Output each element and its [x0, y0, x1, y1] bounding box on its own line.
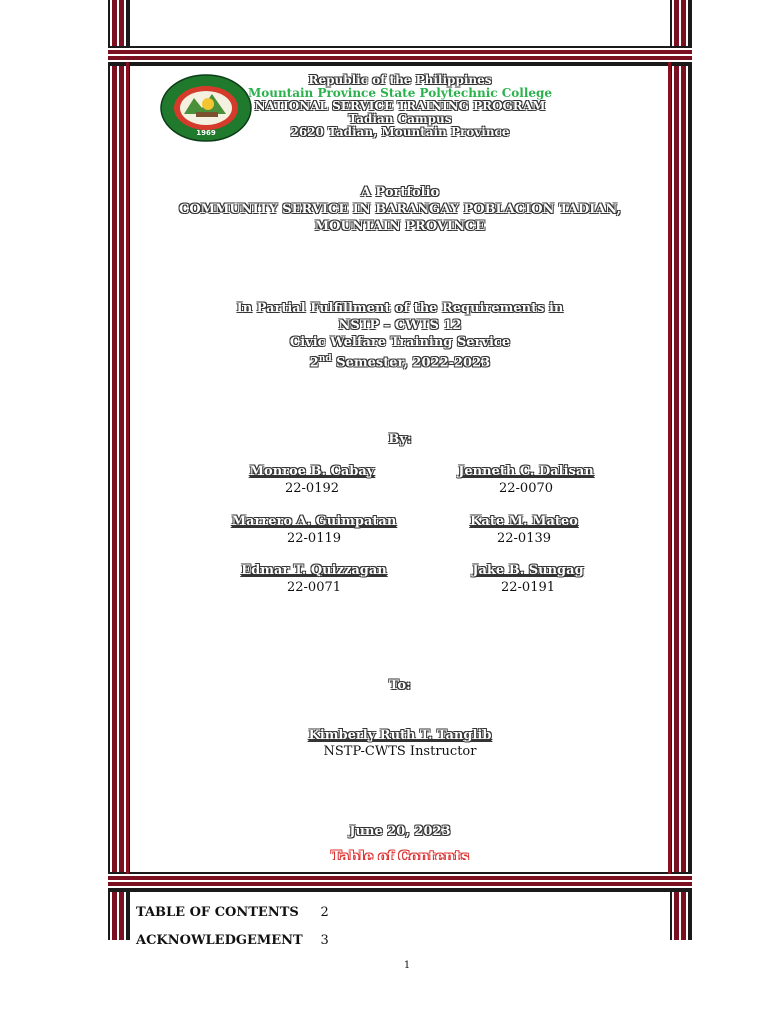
member-2: [416, 464, 636, 496]
member-name: Monroe B. Cabay: [249, 464, 375, 479]
college-name: Mountain Province State Polytechnic College: [247, 86, 553, 100]
toc-heading-text: Table of Contents: [331, 849, 469, 860]
toc-entry-page: 3: [320, 933, 329, 948]
fulfillment-line2: NSTP – CWTS 12: [338, 318, 462, 333]
instructor-name: Kimberly Ruth T. Tanglib: [308, 728, 492, 743]
header-block: [200, 74, 600, 139]
portfolio-title-line1: COMMUNITY SERVICE IN BARANGAY POBLACION TADIAN,: [178, 202, 622, 217]
toc-heading: [130, 846, 670, 860]
member-name: Kate M. Mateo: [470, 514, 578, 529]
member-4: [414, 514, 634, 546]
toc-entry-2[interactable]: [136, 933, 329, 948]
member-id: 22-0070: [498, 481, 554, 496]
toc-entry-label: TABLE OF CONTENTS: [136, 905, 299, 920]
portfolio-kind: A Portfolio: [360, 185, 440, 200]
border-top-stripe: [108, 46, 692, 66]
member-name: Marrero A. Guimpatan: [231, 514, 397, 529]
member-3: [204, 514, 424, 546]
to-label: To:: [389, 678, 411, 693]
member-name: Jake B. Sungag: [472, 563, 584, 578]
member-5: [204, 563, 424, 595]
border-bottom-stripe: [108, 872, 692, 892]
campus-address: 2620 Tadian, Mountain Province: [290, 125, 510, 139]
member-1: [202, 464, 422, 496]
toc-entry-page: 2: [320, 905, 329, 920]
border-right-stripe: [670, 0, 692, 940]
fulfillment-line1: In Partial Fulfillment of the Requirements in: [236, 301, 564, 316]
portfolio-title-block: [130, 184, 670, 235]
submission-date: June 20, 2023: [349, 824, 451, 839]
by-label: By:: [388, 432, 412, 447]
logo-year: 1969: [196, 129, 216, 137]
member-6: [418, 563, 638, 595]
member-name: Jenneth C. Dalisan: [458, 464, 594, 479]
member-id: 22-0071: [286, 580, 342, 595]
campus-name: Tadian Campus: [348, 112, 452, 126]
member-id: 22-0191: [500, 580, 556, 595]
fulfillment-block: [130, 300, 670, 371]
member-id: 22-0192: [284, 481, 340, 496]
portfolio-title-line2: MOUNTAIN PROVINCE: [314, 219, 486, 234]
toc-entry-label: ACKNOWLEDGEMENT: [136, 933, 303, 948]
instructor-role: NSTP-CWTS Instructor: [323, 744, 477, 759]
instructor-block: [130, 728, 670, 760]
toc-entry-1[interactable]: [136, 905, 329, 920]
fulfillment-line3: Civic Welfare Training Service: [289, 335, 511, 350]
member-name: Edmar T. Quizzagan: [241, 563, 387, 578]
program-name: NATIONAL SERVICE TRAINING PROGRAM: [254, 99, 546, 113]
member-id: 22-0139: [496, 531, 552, 546]
inner-border-left: [126, 62, 129, 874]
republic-line: Republic of the Philippines: [308, 73, 492, 87]
member-id: 22-0119: [286, 531, 342, 546]
page-number: 1: [403, 960, 411, 971]
semester-line: 2nd Semester, 2022-2023: [309, 354, 491, 371]
